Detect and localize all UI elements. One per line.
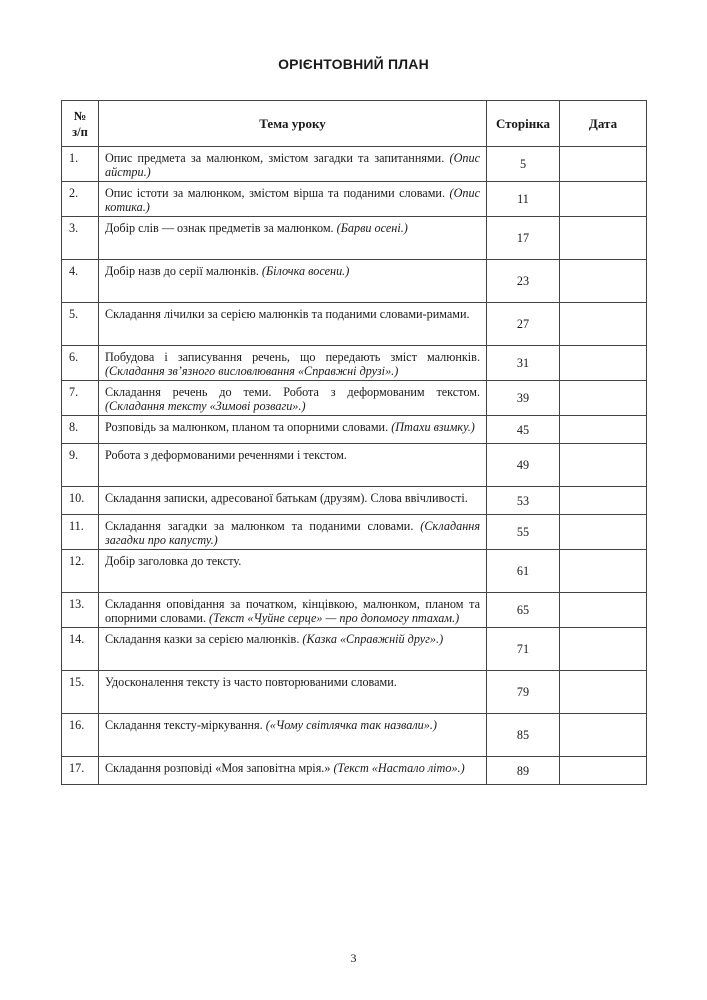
table-row	[62, 593, 647, 628]
header-topic: Тема уроку	[99, 101, 487, 147]
table-header-row	[62, 101, 647, 147]
topic-note: (Птахи взимку.)	[391, 420, 475, 434]
row-date[interactable]	[560, 487, 647, 515]
row-page: 55	[487, 515, 560, 550]
topic-text: Добір заголовка до тексту.	[105, 554, 242, 568]
topic-text: Складання записки, адресованої батькам (друзям). Слова ввічливості.	[105, 491, 468, 505]
table-row	[62, 303, 647, 346]
topic-note: (Опис котика.)	[105, 186, 481, 214]
topic-text: Складання речень до теми. Робота з деформованим текстом.	[105, 385, 480, 399]
row-topic	[99, 714, 487, 757]
topic-text: Опис предмета за малюнком, змістом загадки та запитаннями.	[105, 151, 445, 165]
page-title: ОРІЄНТОВНИЙ ПЛАН	[278, 56, 429, 72]
row-number: 4.	[62, 260, 99, 303]
row-topic	[99, 260, 487, 303]
topic-note: (Складання зв’язного висловлювання «Справжні друзі».)	[105, 364, 399, 378]
row-number: 16.	[62, 714, 99, 757]
row-page: 5	[487, 147, 560, 182]
page-number: 3	[350, 951, 357, 965]
topic-note: (Текст «Чуйне серце» — про допомогу птахам.)	[209, 611, 460, 625]
table-row	[62, 714, 647, 757]
row-number: 1.	[62, 147, 99, 182]
topic-note: (Білочка восени.)	[261, 264, 350, 278]
topic-note: («Чому світлячка так назвали».)	[265, 718, 437, 732]
topic-note: (Текст «Настало літо».)	[333, 761, 465, 775]
row-date[interactable]	[560, 515, 647, 550]
row-topic	[99, 147, 487, 182]
row-number: 9.	[62, 444, 99, 487]
row-page: 45	[487, 416, 560, 444]
table-row	[62, 381, 647, 416]
lesson-plan-table	[61, 100, 647, 785]
row-number: 2.	[62, 182, 99, 217]
row-number: 5.	[62, 303, 99, 346]
row-number: 12.	[62, 550, 99, 593]
table-row	[62, 671, 647, 714]
row-page: 53	[487, 487, 560, 515]
header-number-sign: №	[73, 108, 87, 123]
table-row	[62, 147, 647, 182]
row-page: 61	[487, 550, 560, 593]
topic-text: Складання загадки за малюнком та поданими словами.	[105, 519, 414, 533]
row-page: 31	[487, 346, 560, 381]
header-date: Дата	[560, 101, 647, 147]
table-row	[62, 260, 647, 303]
topic-text: Складання розповіді «Моя заповітна мрія.»	[105, 761, 331, 775]
row-date[interactable]	[560, 714, 647, 757]
row-topic	[99, 416, 487, 444]
table-row	[62, 182, 647, 217]
table-row	[62, 346, 647, 381]
row-number: 11.	[62, 515, 99, 550]
row-date[interactable]	[560, 260, 647, 303]
topic-note: (Складання загадки про капусту.)	[105, 519, 480, 547]
row-number: 13.	[62, 593, 99, 628]
row-date[interactable]	[560, 217, 647, 260]
table-row	[62, 515, 647, 550]
row-page: 85	[487, 714, 560, 757]
row-topic	[99, 550, 487, 593]
row-date[interactable]	[560, 593, 647, 628]
header-page: Сторінка	[487, 101, 560, 147]
row-date[interactable]	[560, 628, 647, 671]
row-topic	[99, 346, 487, 381]
row-page: 27	[487, 303, 560, 346]
row-date[interactable]	[560, 444, 647, 487]
topic-note: (Барви осені.)	[336, 221, 408, 235]
table-row	[62, 757, 647, 785]
topic-text: Добір назв до серії малюнків.	[105, 264, 259, 278]
row-topic	[99, 628, 487, 671]
row-date[interactable]	[560, 182, 647, 217]
row-date[interactable]	[560, 303, 647, 346]
table-row	[62, 550, 647, 593]
topic-note: (Складання тексту «Зимові розваги».)	[105, 399, 306, 413]
row-number: 17.	[62, 757, 99, 785]
row-page: 65	[487, 593, 560, 628]
topic-note: (Казка «Справжній друг».)	[302, 632, 444, 646]
row-topic	[99, 182, 487, 217]
row-page: 39	[487, 381, 560, 416]
row-date[interactable]	[560, 381, 647, 416]
table-body	[62, 147, 647, 785]
row-date[interactable]	[560, 671, 647, 714]
row-number: 15.	[62, 671, 99, 714]
row-topic	[99, 515, 487, 550]
topic-text: Складання оповідання за початком, кінцівкою, малюнком, планом та опорними словами.	[105, 597, 480, 625]
row-page: 71	[487, 628, 560, 671]
row-number: 3.	[62, 217, 99, 260]
row-page: 89	[487, 757, 560, 785]
row-number: 8.	[62, 416, 99, 444]
row-date[interactable]	[560, 346, 647, 381]
header-number-abbr: з/п	[72, 124, 88, 139]
table-row	[62, 416, 647, 444]
topic-text: Складання казки за серією малюнків.	[105, 632, 300, 646]
row-topic	[99, 487, 487, 515]
row-topic	[99, 757, 487, 785]
row-date[interactable]	[560, 757, 647, 785]
row-topic	[99, 381, 487, 416]
row-date[interactable]	[560, 147, 647, 182]
row-page: 49	[487, 444, 560, 487]
row-page: 17	[487, 217, 560, 260]
topic-text: Розповідь за малюнком, планом та опорними словами.	[105, 420, 389, 434]
row-topic	[99, 593, 487, 628]
table-row	[62, 487, 647, 515]
row-topic	[99, 303, 487, 346]
row-topic	[99, 671, 487, 714]
table-row	[62, 628, 647, 671]
topic-text: Робота з деформованими реченнями і текстом.	[105, 448, 347, 462]
row-page: 23	[487, 260, 560, 303]
row-topic	[99, 444, 487, 487]
table-row	[62, 217, 647, 260]
row-number: 6.	[62, 346, 99, 381]
topic-text: Удосконалення тексту із часто повторюваними словами.	[105, 675, 397, 689]
row-number: 14.	[62, 628, 99, 671]
row-number: 7.	[62, 381, 99, 416]
topic-text: Складання тексту-міркування.	[105, 718, 263, 732]
table-row	[62, 444, 647, 487]
topic-text: Добір слів — ознак предметів за малюнком.	[105, 221, 334, 235]
row-page: 79	[487, 671, 560, 714]
topic-text: Опис істоти за малюнком, змістом вірша та поданими словами.	[105, 186, 446, 200]
row-topic	[99, 217, 487, 260]
topic-text: Побудова і записування речень, що передають зміст малюнків.	[105, 350, 480, 364]
topic-text: Складання лічилки за серією малюнків та поданими словами-римами.	[105, 307, 470, 321]
topic-note: (Опис айстри.)	[105, 151, 480, 179]
row-date[interactable]	[560, 416, 647, 444]
row-date[interactable]	[560, 550, 647, 593]
row-number: 10.	[62, 487, 99, 515]
row-page: 11	[487, 182, 560, 217]
header-number	[62, 101, 99, 147]
